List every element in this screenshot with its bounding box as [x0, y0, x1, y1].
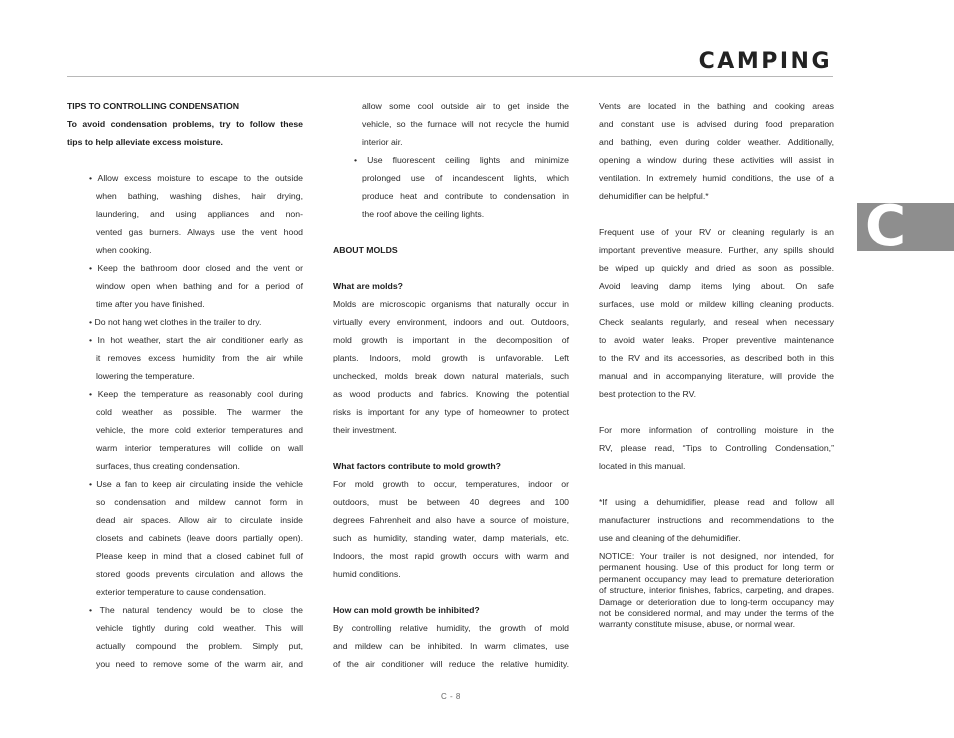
- text-line: laundering, and using appliances and non-: [96, 209, 303, 219]
- text-line: interior air.: [362, 137, 403, 147]
- text-line: cold weather as possible. The warmer the: [96, 407, 303, 417]
- text-line: prolonged use of incandescent lights, which: [362, 173, 569, 183]
- bullet-item: [333, 151, 569, 223]
- text-line: to avoid water leaks. Proper preventive maintenance: [599, 335, 834, 345]
- text-line: the roof above the ceiling lights.: [362, 209, 485, 219]
- bullet-item: [89, 475, 303, 601]
- text-line: surfaces, use mold or mildew killing cleaning products.: [599, 299, 834, 309]
- section-tab-letter: C: [865, 194, 907, 259]
- bullet-item: [89, 313, 303, 331]
- text-line: important preventive measure. Further, any spills should: [599, 245, 834, 255]
- text-line: their investment.: [333, 425, 397, 435]
- text-line: Check sealants regularly, and reseal when necessary: [599, 317, 834, 327]
- text-line: you need to remove some of the warm air, and: [96, 659, 303, 669]
- text-line: manufacturer instructions and recommendations to the: [599, 515, 834, 525]
- text-line: to the RV and its accessories, as described both in this: [599, 353, 834, 363]
- paragraph: [599, 493, 834, 547]
- text-line: For more information of controlling moisture in the: [599, 425, 834, 435]
- text-line: closets and cabinets (leave doors partially open).: [96, 533, 303, 543]
- text-line: dead air spaces. Allow air to circulate inside: [96, 515, 303, 525]
- text-line: best protection to the RV.: [599, 389, 697, 399]
- bullet-item: [89, 259, 303, 313]
- text-line: vented gas burners. Always use the vent hood: [96, 227, 303, 237]
- section-tab: [857, 194, 954, 259]
- column-1: [67, 97, 303, 673]
- answer-paragraph: [333, 475, 569, 583]
- text-line: Vents are located in the bathing and cooking areas: [599, 101, 834, 111]
- text-line: plants. Indoors, mold growth is unfavorable. Left: [333, 353, 569, 363]
- text-line: For mold growth to occur, temperatures, indoor or: [333, 479, 569, 489]
- text-line: humid conditions.: [333, 569, 401, 579]
- text-line: Molds are microscopic organisms that naturally occur in: [333, 299, 569, 309]
- text-line: time after you have finished.: [96, 299, 205, 309]
- text-line: *If using a dehumidifier, please read and follow all: [599, 497, 834, 507]
- header-divider: [67, 76, 833, 77]
- text-line: when bathing, washing dishes, hair drying,: [96, 191, 303, 201]
- text-line: risks is important for any type of homeowner to protect: [333, 407, 569, 417]
- text-line: actually compound the problem. Simply put,: [96, 641, 303, 651]
- text-line: lowering the temperature.: [96, 371, 195, 381]
- text-line: virtually every environment, indoors and out. Outdoors,: [333, 317, 569, 327]
- text-line: vehicle, the more cold exterior temperatures and: [96, 425, 303, 435]
- text-line: produce heat and contribute to condensation in: [362, 191, 569, 201]
- intro-line: To avoid condensation problems, try to follow these: [67, 119, 303, 129]
- text-line: such as humidity, standing water, damp materials, etc.: [333, 533, 569, 543]
- intro-line: tips to help alleviate excess moisture.: [67, 137, 223, 147]
- text-line: mold growth is important in the decomposition of: [333, 335, 569, 345]
- text-line: located in this manual.: [599, 461, 686, 471]
- about-molds-heading: ABOUT MOLDS: [333, 245, 398, 255]
- text-line: it removes excess humidity from the air while: [96, 353, 303, 363]
- text-line: Please keep in mind that a closed cabinet full of: [96, 551, 303, 561]
- bullet-first-line: • Keep the bathroom door closed and the vent or: [89, 263, 303, 273]
- text-line: and bathing, even during colder weather. Additionally,: [599, 137, 834, 147]
- column-3: [599, 97, 834, 631]
- text-line: vehicle tightly during cold weather. This will: [96, 623, 303, 633]
- bullet-first-line: • Allow excess moisture to escape to the outside: [89, 173, 303, 183]
- text-line: RV, please read, “Tips to Controlling Condensation,”: [599, 443, 834, 453]
- text-line: ventilation. In extremely humid conditions, the use of a: [599, 173, 834, 183]
- text-line: allow some cool outside air to get inside the: [362, 101, 569, 111]
- paragraph: [599, 223, 834, 403]
- question-heading: What factors contribute to mold growth?: [333, 461, 501, 471]
- text-line: and mildew can be inhibited. In warm climates, use: [333, 641, 569, 651]
- paragraph: [599, 97, 834, 205]
- bullet-first-line: • In hot weather, start the air conditioner early as: [89, 335, 303, 345]
- bullet-item: [89, 169, 303, 259]
- section-heading: TIPS TO CONTROLLING CONDENSATION: [67, 101, 239, 111]
- bullet-first-line: • Keep the temperature as reasonably cool during: [89, 389, 303, 399]
- text-line: and constant use is advised during food preparation: [599, 119, 834, 129]
- continued-bullet: [333, 97, 569, 151]
- bullet-first-line: • Do not hang wet clothes in the trailer to dry.: [89, 317, 262, 327]
- bullet-list: [67, 169, 303, 673]
- text-line: use and cleaning of the dehumidifier.: [599, 533, 741, 543]
- text-line: warm interior temperatures will collide on wall: [96, 443, 303, 453]
- question-heading: What are molds?: [333, 281, 403, 291]
- text-line: dehumidifier can be helpful.*: [599, 191, 709, 201]
- text-line: outdoors, must be between 40 degrees and 100: [333, 497, 569, 507]
- text-line: Avoid leaving damp items lying about. On safe: [599, 281, 834, 291]
- text-line: vehicle, so the furnace will not recycle the humid: [362, 119, 569, 129]
- bullet-item: [89, 601, 303, 673]
- text-line: be wiped up quickly and dried as soon as possible.: [599, 263, 834, 273]
- bullet-item: [89, 385, 303, 475]
- notice-paragraph: NOTICE: Your trailer is not designed, nor intended, for permanent housing. Use of this product for long term or permanent occupancy may lead to premature deterioration of structure, interior finishes, fabrics, carpeting, and drapes. Damage or deterioration due to long-term occupancy may not be considered normal, and may under the terms of the warranty constitute misuse, abuse, or normal wear.: [599, 551, 834, 630]
- column-2: [333, 97, 569, 673]
- text-line: Indoors, the most rapid growth occurs with warm and: [333, 551, 569, 561]
- question-heading: How can mold growth be inhibited?: [333, 605, 480, 615]
- bullet-first-line: • The natural tendency would be to close the: [89, 605, 303, 615]
- text-line: stored goods prevents circulation and allows the: [96, 569, 303, 579]
- text-line: manual and in accompanying literature, will provide the: [599, 371, 834, 381]
- text-line: so condensation and mildew cannot form in: [96, 497, 303, 507]
- text-line: surfaces, thus creating condensation.: [96, 461, 240, 471]
- text-line: unchecked, molds break down natural materials, such: [333, 371, 569, 381]
- text-line: degrees Fahrenheit and also have a source of moisture,: [333, 515, 569, 525]
- paragraph: [599, 421, 834, 475]
- page-number: C - 8: [441, 692, 461, 701]
- bullet-item: [89, 331, 303, 385]
- page-section-title: CAMPING: [698, 49, 832, 74]
- text-line: window open when bathing and for a period of: [96, 281, 303, 291]
- text-line: of the air conditioner will reduce the relative humidity.: [333, 659, 569, 669]
- text-line: as wood products and fabrics. Knowing the potential: [333, 389, 569, 399]
- text-line: By controlling relative humidity, the growth of mold: [333, 623, 569, 633]
- text-line: exterior temperature to cause condensation.: [96, 587, 266, 597]
- answer-paragraph: [333, 619, 569, 673]
- answer-paragraph: [333, 295, 569, 439]
- text-line: opening a window during these activities will assist in: [599, 155, 834, 165]
- bullet-first-line: • Use a fan to keep air circulating inside the vehicle: [89, 479, 303, 489]
- text-line: Frequent use of your RV or cleaning regularly is an: [599, 227, 834, 237]
- bullet-first-line: • Use fluorescent ceiling lights and minimize: [354, 155, 569, 165]
- text-line: when cooking.: [96, 245, 152, 255]
